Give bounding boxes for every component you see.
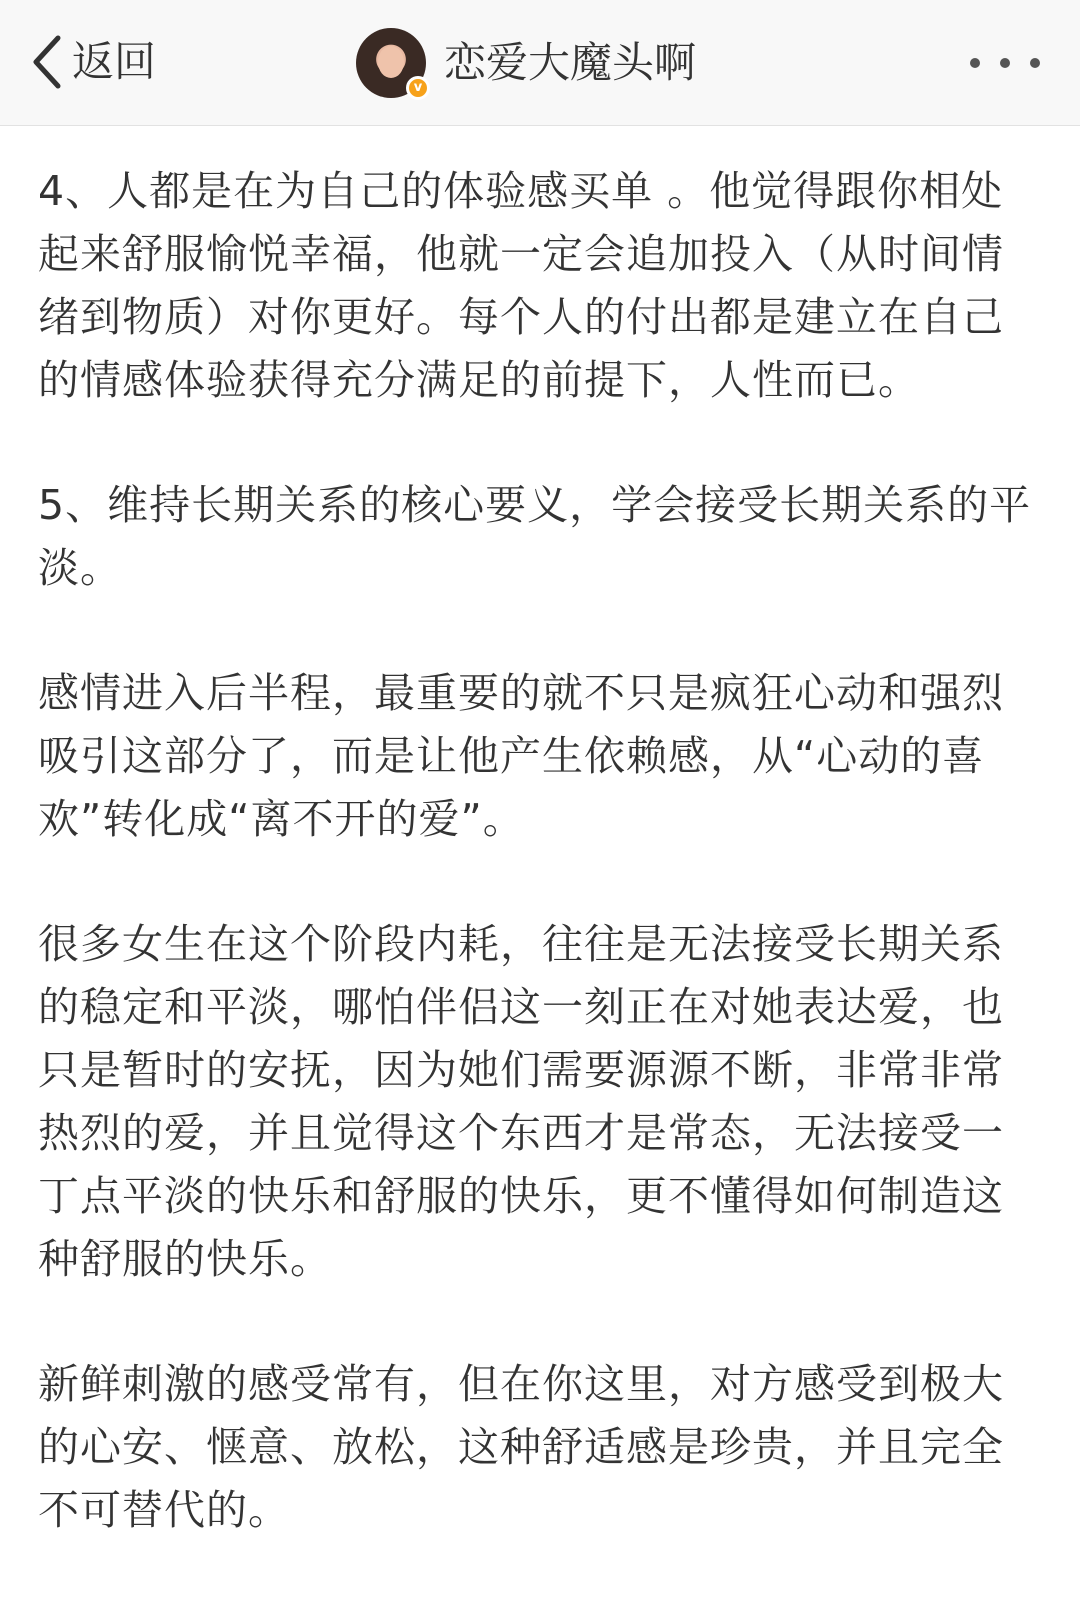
top-nav-bar: [0, 0, 1080, 126]
more-dot-icon: [1030, 58, 1040, 68]
author-profile[interactable]: [356, 26, 696, 100]
back-button[interactable]: [30, 30, 156, 94]
back-label: 返回: [72, 37, 157, 86]
verified-badge-icon: v: [406, 76, 430, 100]
avatar[interactable]: [356, 28, 426, 98]
more-dot-icon: [1000, 58, 1010, 68]
post-content: [38, 160, 1038, 1604]
username[interactable]: 恋爱大魔头啊: [444, 38, 697, 87]
more-dot-icon: [970, 58, 980, 68]
post-paragraph: 感情进入后半程，最重要的就不只是疯狂心动和强烈吸引这部分了，而是让他产生依赖感，从“心动的喜欢”转化成“离不开的爱”。: [38, 669, 1004, 843]
post-paragraph: 4、人都是在为自己的体验感买单 。他觉得跟你相处起来舒服愉悦幸福，他就一定会追加投入（从时间情绪到物质）对你更好。每个人的付出都是建立在自己的情感体验获得充分满足的前提下，人性而已。: [38, 167, 1004, 404]
chevron-left-icon: [30, 34, 64, 90]
post-paragraph: 5、维持长期关系的核心要义，学会接受长期关系的平淡。: [38, 481, 1032, 592]
post-paragraph: 新鲜刺激的感受常有，但在你这里，对方感受到极大的心安、惬意、放松，这种舒适感是珍贵，并且完全不可替代的。: [38, 1360, 1004, 1534]
post-paragraph: 很多女生在这个阶段内耗，往往是无法接受长期关系的稳定和平淡，哪怕伴侣这一刻正在对她表达爱，也只是暂时的安抚，因为她们需要源源不断，非常非常热烈的爱，并且觉得这个东西才是常态，无法接受一丁点平淡的快乐和舒服的快乐，更不懂得如何制造这种舒服的快乐。: [38, 920, 1004, 1283]
more-options-button[interactable]: [970, 48, 1040, 78]
